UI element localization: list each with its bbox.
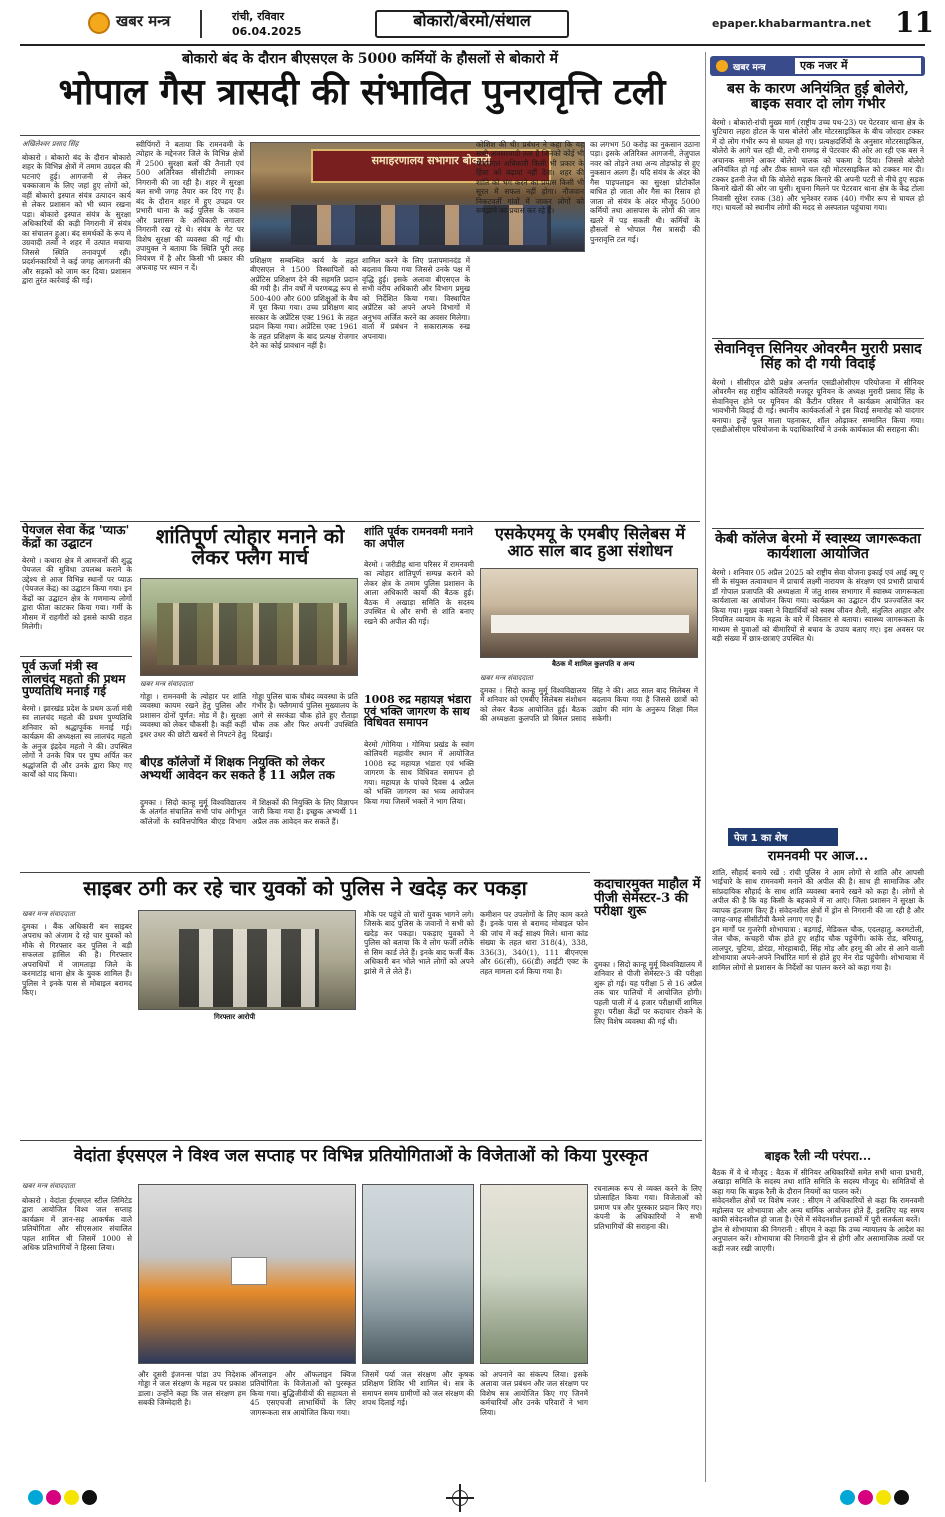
vedanta-col2: और दूसरी इंजनन्स पांडा उप निदेशक गोड्डा ने जल संरक्षण के महत्व पर प्रकाश डाला। उन्होंने कहा कि जल संरक्षण हम सबकी जिम्मेदारी है।: [138, 1370, 246, 1408]
badge-title: एक नजर में: [800, 59, 848, 72]
brand-name: खबर मन्त्र: [116, 12, 171, 30]
cyber-dateline: खबर मन्त्र संवाददाता: [22, 910, 75, 918]
flag-photo: [140, 578, 358, 676]
reg-dot-magenta-r: [858, 1490, 873, 1505]
vedanta-col6: रचनात्मक रूप से व्यक्त करने के लिए प्रोत्साहित किया गया। विजेताओं को प्रमाण पत्र और पुरस्कार प्रदान किए गए। कंपनी के अधिकारियों ने सभी प्रतिभागियों की सराहना की।: [594, 1184, 702, 1231]
masthead: [0, 0, 945, 48]
mahayagya-body: बेरमो /गोमिया । गोमिया प्रखंड के स्वांग कोलियरी महावीर स्थान में आयोजित 1008 रुद्र महायज्ञ भंडारा एवं भक्ति जागरण के साथ विधिवत समापन हो गया। महायज्ञ के पांचवे दिवस 4 अप्रैल को भक्ति जागरण का भव्य आयोजन किया गया जिसमें भक्तों ने भाग लिया।: [364, 740, 474, 806]
rc-s2-body: बेरमो । सीसीएल ढोरी प्रक्षेत्र अन्तर्गत एसडीओसीएम परियोजना में सीनियर ओवरमैन सह राष्ट्रीय कोलियरी मजदूर यूनियन के अध्यक्ष मुरारी प्रसाद सिंह के सेवानिवृत्त होने पर यूनियन की कैंटीन परिसर में कार्यक्रम आयोजित कर भावभीनी विदाई दी गई। स्थानीय कार्यकर्ताओं ने इस विदाई समारोह को यादगार बनाया। इन्हें फूल माला पहनाकर, शॉल ओढ़ाकर सम्मानित किया गया। एसडीओसीएम परियोजना के पदाधिकारियों ने उनके कार्यकाल की सराहना की।: [712, 378, 924, 435]
vedanta-photo1: [138, 1184, 356, 1364]
lead-rule: [20, 135, 700, 136]
rc-s3-body: बेरमो । शनिवार 05 अप्रैल 2025 को राष्ट्रीय सेवा योजना इकाई एवं आई क्यू ए सी के संयुक्त तत्वावधान में प्राचार्य लक्ष्मी नारायण के संरक्षण एवं प्रभारी प्राचार्य डॉ गोपाल प्रजापति की अध्यक्षता में जंतु शास्त्र सभागार में स्वास्थ्य जागरूकता कार्यशाला का आयोजन किया गया। कार्यक्रम का उद्घाटन दीप प्रज्ज्वलित कर किया गया। मुख्य वक्ता ने विद्यार्थियों को स्वस्थ जीवन शैली, संतुलित आहार और नियमित व्यायाम के महत्व के बारे में विस्तार से बताया। स्वास्थ्य जागरूकता के माध्यम से युवाओं को बीमारियों से बचाव के उपाय बताए गए। इस अवसर पर बड़ी संख्या में छात्र-छात्राएं उपस्थित थे।: [712, 568, 924, 644]
cyber-body3: कमीशन पर उपलोगों के लिए काम करते हैं। इनके पास से बरामद मोबाइल फोन की जांच में कई साक्ष्य मिले। थाना कांड संख्या के तहत धारा 318(4), 338, 336(3), 340(1), 111 बीएनएस और 66(सी), 66(डी) आईटी एक्ट के तहत मामला दर्ज किया गया है।: [480, 910, 588, 976]
badge-brand: खबर मन्त्र: [733, 63, 766, 73]
brief-rule: [20, 656, 132, 657]
cyber-photo: [138, 910, 356, 1010]
lead-dateline: अखिलेश्वर प्रसाद सिंह: [22, 140, 79, 148]
rc-s2-head: सेवानिवृत्त सिनियर ओवरमैन मुरारी प्रसाद सिंह को दी गयी विदाई: [714, 341, 922, 372]
header-date: 06.04.2025: [232, 25, 302, 38]
flag-headline: शांतिपूर्ण त्योहार मनाने को लेकर फ्लैग मार्च: [155, 524, 345, 569]
reg-dot-black: [82, 1490, 97, 1505]
reg-dot-yellow: [64, 1490, 79, 1505]
vedanta-photo2: [362, 1184, 474, 1364]
shanti-body: बेरमो । जरीडीह थाना परिसर में रामनवमी का त्योहार शांतिपूर्ण सम्पन्न कराने को लेकर क्षेत्र के तमाम पुलिस प्रशासन के आला अधिकारी कार्यो की बैठक हुई। बैठक में अखाड़ा समिति के सदस्य उपस्थित थे और सभी से शांति बनाए रखने की अपील की गई।: [364, 560, 474, 626]
vedanta-top-rule: [20, 1140, 702, 1141]
bed-headline: बीएड कॉलेजों में शिक्षक नियुक्ति को लेकर अभ्यर्थी आवेदन कर सकते है 11 अप्रैल तक: [140, 755, 335, 782]
lead-kicker: बोकारो बंद के दौरान बीएसएल के 5000 कर्मियों के हौसलों से बोकारो में: [181, 51, 559, 67]
header-city-day: रांची, रविवार: [232, 10, 285, 23]
reg-dot-cyan-r: [840, 1490, 855, 1505]
lead-col5: कोशिश की थी। प्रबंधन ने कहा कि यह सभी अवसरवादी तत्व हैं जिनको कोई भी बीएसएल अधिकारी किसी भी प्रकार के हिंसा को बढ़ावा नहीं देता। शहर की शांति को भंग करने का प्रयास किसी भी सूरत में सफल नहीं होगा। नौजवान निकटवर्ती गांवों में जाकर लोगों को समझाने का प्रयास कर रहे हैं।: [476, 140, 584, 216]
brief1-head: पेयजल सेवा केंद्र 'प्याऊ' केंद्रों का उद्घाटन: [22, 523, 130, 550]
rc-s1-body: बेरमो । बोकारो-रांची मुख्य मार्ग (राष्ट्रीय उच्च पथ-23) पर पेटरवार थाना क्षेत्र के चुटियारा लहरा होटल के पास बोलेरो और मोटरसाइकिल के बीच जोरदार टक्कर में दो लोग गंभीर रूप से घायल हो गए। प्रत्यक्षदर्शियों के अनुसार मोटरसाइकिल, बोलेरो के आगे चल रही थी, तभी रामगढ़ से पेटरवार की ओर आ रही एक बस ने अचानक सामने आकर बोलेरो चालक को चकमा दे दिया। जिससे बोलेरो अनियंत्रित हो गई और ठीक सामने चल रही मोटरसाइकिल को टक्कर मार दी। टक्कर इतनी तेज थी कि बोलेरो सड़क किनारे की अपनी पटरी से नीचे हुए सड़क किनारे खेतों की ओर जा घुसी। सूचना मिलने पर पेटरवार थाना क्षेत्र के केंद्र टोला निवासी सुरेश रजक (38) और भुनेश्वर रजक (40) गंभीर रूप से घायल हो गए। घायलों को स्थानीय लोगों की मदद से अस्पताल पहुंचाया गया।: [712, 118, 924, 213]
header-divider: [200, 10, 202, 38]
cyber-body1: दुमका । बैंक अधिकारी बन साइबर अपराध को अंजाम दे रहे चार युवकों को मौके से गिरफ्तार कर पुलिस ने बड़ी सफलता हासिल की है। गिरफ्तार अपराधियों में जामताड़ा जिले के करमाटांड़ थाना क्षेत्र के युवक शामिल हैं। पुलिस ने इनके पास से मोबाइल बरामद किए।: [22, 922, 132, 998]
skmu-headline: एसकेएमयू के एमबीए सिलेबस में आठ साल बाद हुआ संशोधन: [494, 524, 686, 560]
cyber-photo-caption: गिरफ्तार आरोपी: [214, 1013, 256, 1021]
reg-dot-cyan: [28, 1490, 43, 1505]
crosshair-v: [459, 1484, 461, 1512]
brief1-body: बेरमो । कथारा क्षेत्र में आमजनों की शुद्ध पेयजल की सुविधा उपलब्ध कराने के उद्देश्य से आज विभिन्न स्थानों पर प्याऊ (पेयजल केंद्र) का उद्घाटन किया गया। इन केंद्रों का उद्घाटन क्षेत्र के गणमान्य लोगों द्वारा फीता काटकर किया गया। गर्मी के मौसम में राहगीरों को इससे काफी राहत मिलेगी।: [22, 556, 132, 632]
lead-col2: स्वीपिंगरों ने बताया कि रामनवमी के त्योहार के मद्देनजर जिले के विभिन्न क्षेत्रों में 2500 सुरक्षा बलों की तैनाती एवं 500 अतिरिक्त सीसीटीवी लगाकर निगरानी की जा रही है। शहर में सुरक्षा बल सभी जगह तैयार कर दिए गए हैं। बंद के दौरान शहर में हुए उपद्रव पर प्रभारी थाना के कई पुलिस के जवान और प्रशासन के अधिकारी लगातार निगरानी रख रहे थे। संयंत्र के गेट पर विशेष सुरक्षा की व्यवस्था की गई थी। उपायुक्त ने बताया कि स्थिति पूरी तरह नियंत्रण में है और किसी भी प्रकार की अफवाह पर ध्यान न दें।: [136, 140, 244, 273]
vedanta-photo3: [480, 1184, 588, 1364]
cyber-top-rule: [20, 872, 590, 873]
brief2-head: पूर्व ऊर्जा मंत्री स्व लालचंद महतो की प्रथम पुण्यतिथि मनाई गई: [22, 659, 126, 699]
hall-banner-text: समाहरणालय सभागार बोकारो: [371, 154, 491, 167]
badge-logo-icon: [716, 60, 728, 72]
reg-dot-yellow-r: [876, 1490, 891, 1505]
reg-dot-magenta: [46, 1490, 61, 1505]
exam-headline: कदाचारमुक्त माहौल में पीजी सेमेस्टर-3 की परीक्षा शुरू: [594, 877, 701, 920]
vedanta-col1: बोकारो । वेदांता ईएसएल स्टील लिमिटेड द्वारा आयोजित विश्व जल सप्ताह कार्यक्रम में ज्ञान-सह आकर्षक वाले प्रतियोगिता और सीएसआर संचालित पहल शामिल थी जिसमें 1000 से अधिक प्रतिभागियों ने हिस्सा लिया।: [22, 1196, 132, 1253]
shanti-headline: शांति पूर्वक रामनवमी मनाने का अपील: [364, 525, 473, 550]
skmu-photo-caption: बैठक में शामिल कुलपति व अन्य: [552, 660, 635, 668]
vedanta-col4: जिसमें पर्या जल संरक्षण और कृषक प्रशिक्षण शिविर भी शामिल थे। सत्र के समापन समय ग्रामीणों को जल संरक्षण की शपथ दिलाई गई।: [362, 1370, 474, 1408]
lead-headline: भोपाल गैस त्रासदी की संभावित पुनरावृत्ति टली: [58, 71, 666, 113]
meeting-table: [491, 615, 689, 633]
skmu-body: दुमका । सिदो कान्हू मुर्मू विश्वविद्यालय में शनिवार को एमबीए सिलेबस संशोधन को लेकर बैठक आयोजित हुई। बैठक की अध्यक्षता कुलपति प्रो बिमल प्रसाद सिंह ने की। आठ साल बाद सिलेबस में बदलाव किया गया है जिससे छात्रों को उद्योग की मांग के अनुरूप शिक्षा मिल सकेगी।: [480, 686, 698, 724]
brand-logo: [88, 12, 110, 34]
reg-dot-black-r: [894, 1490, 909, 1505]
rc-s4-body: शांति, सौहार्द बनाये रखें : रांची पुलिस ने आम लोगों से शांति और आपसी भाईचारे के साथ रामनवमी मनाने की अपील की है। साथ ही सामाजिक और सांप्रदायिक सौहार्द के साथ शांति व्यवस्था बनाये रखने को कहा है। लोगों से अपील की है कि वह किसी के बहकावे में ना आएं। जिला प्रशासन ने सुरक्षा के व्यापक इंतजाम किए हैं। संवेदनशील क्षेत्रों में ड्रोन से निगरानी की जा रही है और जगह-जगह सीसीटीवी कैमरे लगाए गए हैं। इन मार्गों पर गुजरेगी शोभायात्रा : बड़गाई, मेडिकल चौक, एदलहातु, करमटोली, जेल चौक, कचहरी चौक होते हुए शहीद चौक पहुंचेंगी। कांके रोड, बरियातू, लालपुर, चुटिया, डोरंडा, मोरहाबादी, सिंह मोड़ और हरमू की ओर से आने वाली शोभायात्रा अपने-अपने निर्धारित मार्ग से होते हुए मेन रोड पहुंचेगी। शोभायात्रा में शामिल लोगों से प्रशासन के निर्देशों का पालन करने को कहा गया है।: [712, 868, 924, 972]
skmu-dateline: खबर मन्त्र संवाददाता: [480, 674, 533, 682]
rc-s4-head: रामनवमी पर आज...: [767, 849, 869, 864]
section-title: बोकारो/बेरमो/संथाल: [413, 11, 531, 30]
right-col-divider: [705, 52, 706, 1482]
mahayagya-headline: 1008 रुद्र महायज्ञ भंडारा एवं भक्ति जागरण के साथ विधिवत समापन: [364, 693, 472, 730]
rc-rule2: [712, 528, 924, 529]
vedanta-headline: वेदांता ईएसएल ने विश्व जल सप्ताह पर विभिन्न प्रतियोगिताओं के विजेताओं को किया पुरस्कृत: [73, 1146, 649, 1166]
flag-dateline: खबर मन्त्र संवाददाता: [140, 680, 193, 688]
lead-col4: शामिल करने के लिए प्रतापमानदंड में बदलाव किया गया जिससे उनके पक्ष में वृद्धि हुई। इसके अलावा बीएसएल के सभी वरीय अधिकारी और विभाग प्रमुख को निर्देशित किया गया। विस्थापित अप्रेंटिस को अपने अपने विभागों में अनुभव अर्जित करने का अवसर मिलेगा। वार्ता में प्रबंधन ने सकारात्मक रुख अपनाया।: [362, 256, 470, 341]
accused-figures: [179, 929, 319, 1007]
rc-s5-body: बैठक में ये थे मौजूद : बैठक में सीनियर अधिकारियों समेत सभी थाना प्रभारी, अखाड़ा समिति के सदस्य तथा शांति समिति के सदस्य मौजूद थे। समितियों से कहा गया कि बाइक रैली के दौरान नियमों का पालन करें। संवेदनशील क्षेत्रों पर विशेष नजर : सीएम ने अधिकारियों से कहा कि रामनवमी महोत्सव पर शोभायात्रा और अन्य धार्मिक आयोजन होते हैं, इसलिए यह समय काफी संवेदनशील हो जाता है। ऐसे में संवेदनशील इलाकों में पूरी सतर्कता बरतें। ड्रोन से शोभायात्रा की निगरानी : सीएम ने कहा कि उच्च न्यायालय के आदेश का अनुपालन करें। शोभायात्रा की निगरानी ड्रोन से होगी और असामाजिक तत्वों पर कड़ी नजर रखी जाएगी।: [712, 1168, 924, 1253]
website-link[interactable]: epaper.khabarmantra.net: [712, 17, 871, 30]
vedanta-dateline: खबर मन्त्र संवाददाता: [22, 1182, 75, 1190]
page-number: 11: [895, 6, 934, 39]
rc-s5-head: बाइक रैली न्यी परंपरा...: [764, 1149, 872, 1163]
brief2-body: बेरमो । झारखंड प्रदेश के प्रथम ऊर्जा मंत्री स्व लालचंद महतो की प्रथम पुण्यतिथि शनिवार को श्रद्धापूर्वक मनाई गई। कार्यक्रम की अध्यक्षता स्व लालचंद महतो के अनुज इंद्रदेव महतो ने की। उपस्थित लोगों ने उनके चित्र पर पुष्प अर्पित कर श्रद्धांजलि दी और उनके द्वारा किए गए कार्यों को याद किया।: [22, 704, 132, 780]
exam-body: दुमका । सिदो कान्हू मुर्मू विश्वविद्यालय में शनिवार से पीजी सेमेस्टर-3 की परीक्षा शुरू हो गई। यह परीक्षा 5 से 16 अप्रैल तक चार पालियों में आयोजित होगी। पहली पाली में 4 हजार परीक्षार्थी शामिल हुए। परीक्षा केंद्रों पर कदाचार रोकने के लिए विशेष व्यवस्था की गई थी।: [594, 960, 702, 1026]
award-certificate: [231, 1257, 267, 1285]
skmu-photo: [480, 568, 698, 658]
cyber-headline: साइबर ठगी कर रहे चार युवकों को पुलिस ने खदेड़ कर पकड़ा: [83, 876, 527, 900]
vedanta-col3: ऑनलाइन और ऑफलाइन क्विज प्रतियोगिता के विजेताओं को पुरस्कृत किया गया। बुद्धिजीवीयों की सहायता से 45 एसएचजी लाभार्थियों के लिए जागरूकता सत्र आयोजित किया गया।: [250, 1370, 356, 1417]
header-line: [20, 44, 925, 46]
lead-col3: प्रशिक्षण सम्बन्धित कार्य के तहत बीएसएल ने 1500 विस्थापितों को अप्रेंटिस प्रशिक्षण देने की सहमति प्रदान की गयी है। तीन वर्षों में चरणबद्ध रूप से 500-400 और 600 प्रशिक्षुओं के बैच में पूरा किया गया। उच्च प्रशिक्षण बाद सरकार के अप्रेंटिस एक्ट 1961 के तहत प्रदान किया गया। अप्रेंटिस एक्ट 1961 के तहत प्रशिक्षण के बाद प्रत्यक्ष रोजगार देने का कोई प्रावधान नहीं है।: [250, 256, 358, 351]
police-figures: [157, 603, 347, 665]
lead-col1: बोकारो । बोकारो बंद के दौरान बोकारो शहर के विभिन्न क्षेत्रों में तमाम उग्रदल की घटनाएं हुई। आगजनी से लेकर चक्काजाम के लिए जहां हुए लोगों को, वहीं बोकारो इस्पात संयंत्र उत्पादन कार्य से लेकर प्रशासन को भी ध्यान रखना पड़ा। बोकारो इस्पात संयंत्र के सुरक्षा अधिकारियों की कड़ी निगरानी में संयंत्र का संचालन हुआ। बंद समर्थकों के रूप में उग्रवादी तत्वों ने शहर में उत्पात मचाया जिससे स्थिति तनावपूर्ण रही। प्रदर्शनकारियों ने कई जगह आगजनी की और सड़कों को जाम कर दिया। प्रशासन द्वारा तुरंत कार्रवाई की गई।: [22, 153, 131, 286]
page-tag: पेज 1 का शेष: [734, 833, 788, 844]
rc-rule1: [712, 338, 924, 339]
rc-s3-head: केबी कॉलेज बेरमो में स्वास्थ्य जागरूकता कार्यशाला आयोजित: [715, 531, 921, 562]
lead-col6: का लगभग 50 करोड़ का नुकसान उठाना पड़ा। इसके अतिरिक्त आगजनी, तेजुपाल नवर को तोड़ने तथा अन्य तोड़फोड़ से हुए नुकसान अलग हैं। यदि संयंत्र के अंदर की गैस पाइपलाइन का सुरक्षा प्रोटोकॉल बाधित हो जाता और गैस का रिसाव हो जाता तो संयंत्र के अंदर मौजूद 5000 कर्मियों तथा आसपास के लोगों की जान खतरे में पड़ सकती थी। कर्मियों के हौसलों से भोपाल गैस त्रासदी की पुनरावृत्ति टल गई।: [590, 140, 700, 244]
cyber-body2: मौके पर पहुंचे तो चारों युवक भागने लगे। जिसके बाद पुलिस के जवानों ने सभी को खदेड़ कर पकड़ा। पकड़ाए युवकों ने पुलिस को बताया कि वे लोग फर्जी तरीके से सिम कार्ड लेते हैं। इनके बाद फर्जी बैंक अधिकारी बन भोले भाले लोगों को अपने झांसे में ले लेते हैं।: [364, 910, 474, 976]
rc-s1-head: बस के कारण अनियंत्रित हुई बोलेरो, बाइक सवार दो लोग गंभीर: [727, 81, 909, 112]
vedanta-col5: को अपनाने का संकल्प लिया। इसके अलावा जल प्रबंधन और जल संरक्षण पर विशेष सत्र आयोजित किए गए जिनमें कर्मचारियों और उनके परिवारों ने भाग लिया।: [480, 1370, 588, 1417]
bed-body: दुमका । सिदो कान्हू मुर्मू विश्वविद्यालय के अंतर्गत संचालित सभी पांच अंगीभूत कॉलेजों के स्ववित्तपोषित बीएड विभाग में शिक्षकों की नियुक्ति के लिए विज्ञापन जारी किया गया है। इच्छुक अभ्यर्थी 11 अप्रैल तक आवेदन कर सकते हैं।: [140, 798, 358, 826]
lead-bottom-rule: [20, 521, 700, 522]
flag-body: गोड्डा । रामनवमी के त्योहार पर शांति व्यवस्था कायम रखने हेतु पुलिस और प्रशासन दोनों पूर्णत: मोड में है। सुरक्षा व्यवस्था को लेकर चौकसी है। कहीं कहीं इधर उधर की छोटी खबरों से निपटने हेतु गोड्डा पुलिस चाक चौबंद व्यवस्था के प्रति गंभीर है। फ्लैगमार्च पुलिस मुख्यालय के आगे से सरकंडा चौक होते हुए रौताड़ा चौक तक और फिर अपनी उपस्थिति दिखाई।: [140, 692, 358, 739]
